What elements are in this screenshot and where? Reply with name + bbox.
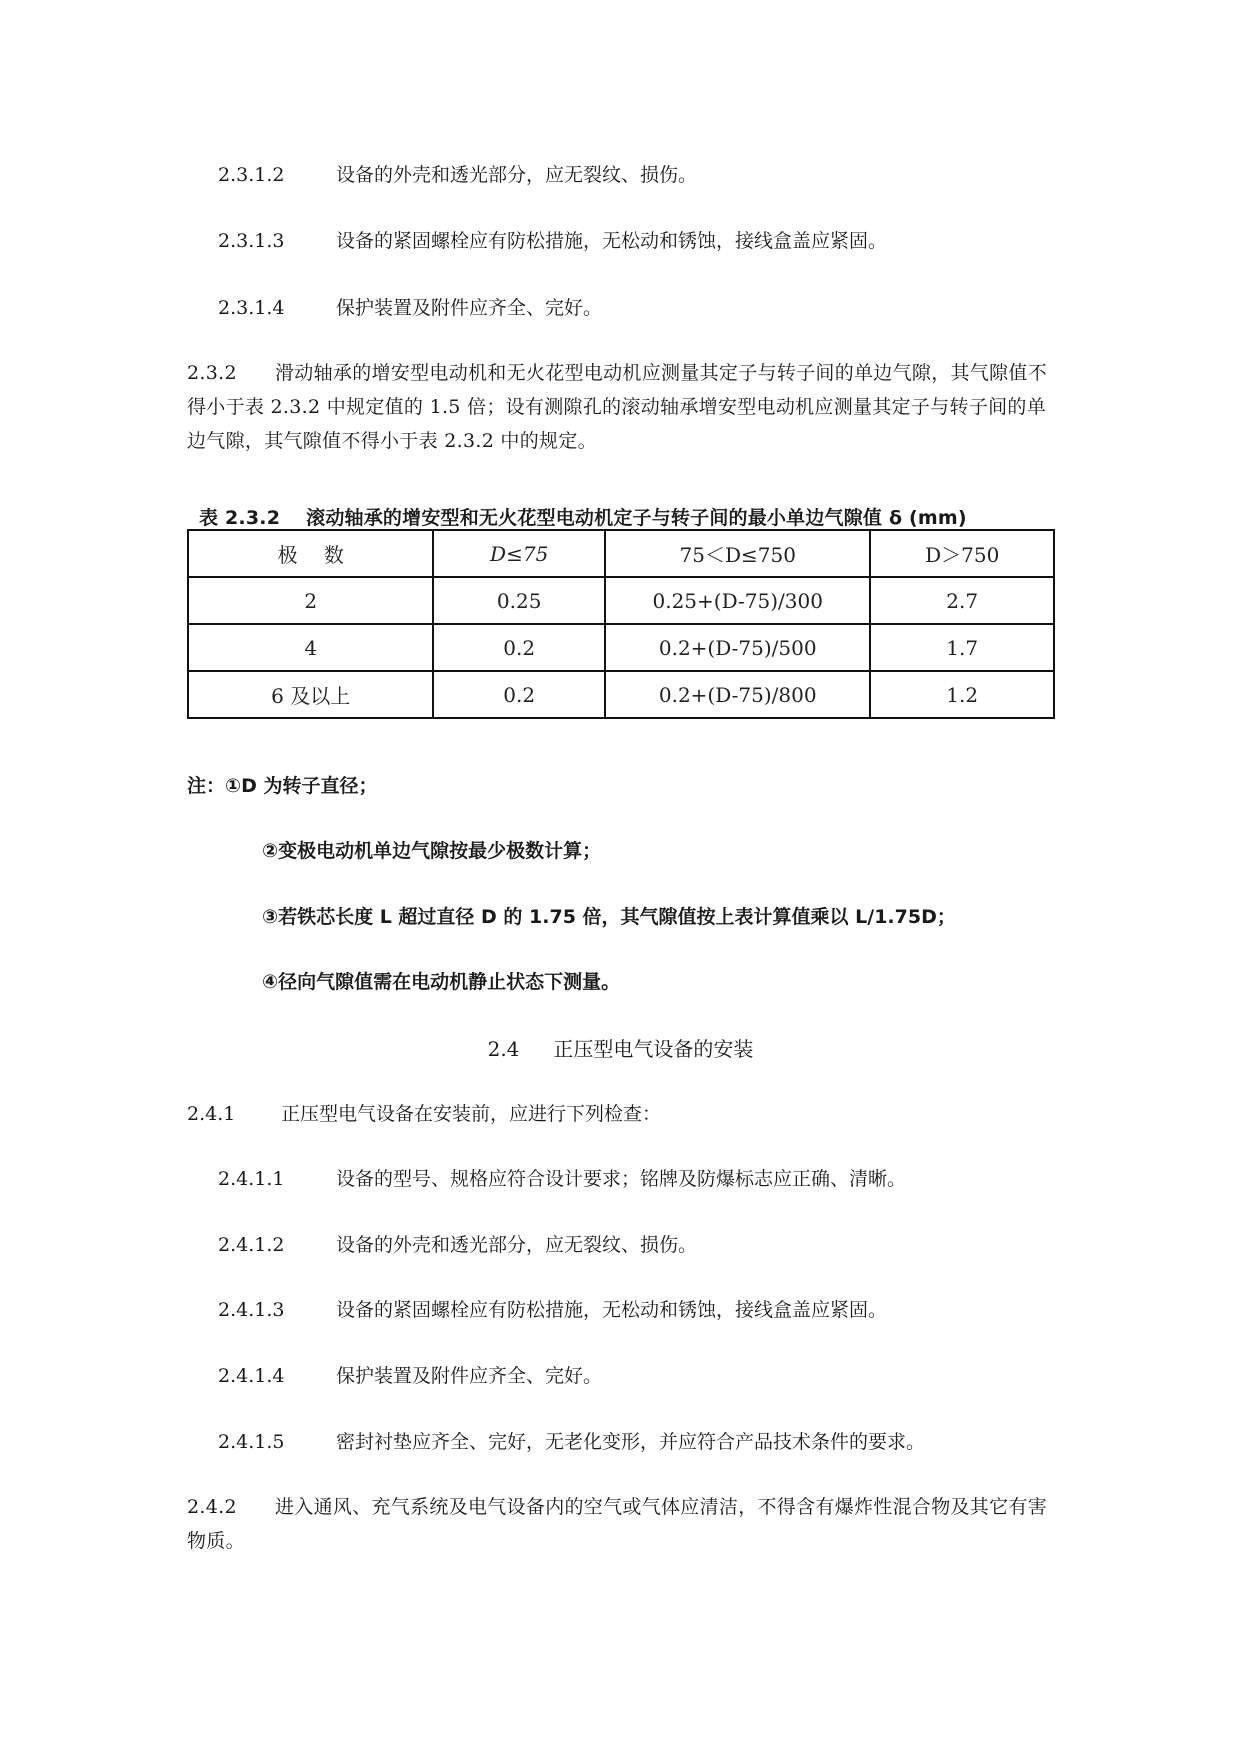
table-row [188, 671, 1054, 718]
header-cell-range-1: D≤75 [433, 530, 605, 577]
clause-item [218, 229, 887, 253]
clause-number: 2.4.2 [187, 1496, 237, 1518]
note-1 [187, 771, 378, 798]
clause-number: 2.4.1.1 [218, 1168, 285, 1190]
note-3: ③若铁芯长度 L 超过直径 D 的 1.75 倍，其气隙值按上表计算值乘以 L/1.75D； [262, 906, 956, 928]
clause-text: 设备的紧固螺栓应有防松措施，无松动和锈蚀，接线盒盖应紧固。 [336, 230, 888, 252]
clause-item [218, 1430, 925, 1454]
clause-text: 密封衬垫应齐全、完好，无老化变形，并应符合产品技术条件的要求。 [336, 1431, 926, 1453]
note-label: 注： [187, 775, 226, 797]
table-cell: 1.2 [870, 671, 1054, 718]
table-cell: 0.2 [433, 671, 605, 718]
table-cell: 0.2+(D-75)/800 [605, 671, 870, 718]
table-row [188, 624, 1054, 671]
note-2: ②变极电动机单边气隙按最少极数计算； [262, 840, 602, 862]
clause-text: 设备的紧固螺栓应有防松措施，无松动和锈蚀，接线盒盖应紧固。 [336, 1299, 888, 1321]
clause-item [218, 1364, 602, 1388]
section-number: 2.4 [487, 1037, 520, 1061]
clause-text: 保护装置及附件应齐全、完好。 [336, 297, 603, 319]
section-heading: 正压型电气设备的安装 [553, 1037, 754, 1061]
clause-item [218, 1233, 697, 1257]
clause-paragraph [187, 1102, 661, 1126]
header-cell-range-3: D＞750 [870, 530, 1054, 577]
clause-number: 2.4.1 [187, 1103, 236, 1125]
clause-text: 设备的外壳和透光部分，应无裂纹、损伤。 [336, 1234, 698, 1256]
table-cell: 2 [188, 577, 433, 624]
clause-text: 正压型电气设备在安装前，应进行下列检查： [281, 1103, 662, 1125]
clause-text: 保护装置及附件应齐全、完好。 [336, 1365, 603, 1387]
clause-paragraph [187, 356, 1057, 458]
clause-number: 2.4.1.5 [218, 1431, 285, 1453]
table-cell: 0.2+(D-75)/500 [605, 624, 870, 671]
clause-number: 2.3.2 [187, 362, 237, 384]
clause-item [218, 163, 697, 187]
table-row [188, 577, 1054, 624]
clause-text: 进入通风、充气系统及电气设备内的空气或气体应清洁，不得含有爆炸性混合物及其它有害物质。 [187, 1496, 1048, 1552]
clause-text: 滑动轴承的增安型电动机和无火花型电动机应测量其定子与转子间的单边气隙，其气隙值不得小于表 2.3.2 中规定值的 1.5 倍；设有测隙孔的滚动轴承增安型电动机应测量其定子与转子间的单边气隙，其气隙值不得小于表 2.3.2 中的规定。 [187, 362, 1048, 452]
table-cell: 2.7 [870, 577, 1054, 624]
clause-item [218, 1298, 887, 1322]
table-cell: 6 及以上 [188, 671, 433, 718]
table-caption: 表 2.3.2 滚动轴承的增安型和无火花型电动机定子与转子间的最小单边气隙值 δ (mm) [199, 507, 967, 529]
clause-text: 设备的型号、规格应符合设计要求；铭牌及防爆标志应正确、清晰。 [336, 1168, 907, 1190]
clause-number: 2.4.1.2 [218, 1234, 285, 1256]
air-gap-table [187, 529, 1055, 719]
clause-number: 2.4.1.4 [218, 1365, 285, 1387]
clause-number: 2.3.1.4 [218, 297, 285, 319]
table-cell: 0.25+(D-75)/300 [605, 577, 870, 624]
table-header-row [188, 530, 1054, 577]
note-text: ①D 为转子直径； [225, 775, 378, 797]
table-cell: 1.7 [870, 624, 1054, 671]
table-cell: 4 [188, 624, 433, 671]
clause-item [218, 1167, 906, 1191]
clause-number: 2.4.1.3 [218, 1299, 285, 1321]
clause-paragraph [187, 1490, 1057, 1558]
header-cell-range-2: 75＜D≤750 [605, 530, 870, 577]
note-4: ④径向气隙值需在电动机静止状态下测量。 [262, 971, 621, 993]
table-cell: 0.25 [433, 577, 605, 624]
clause-number: 2.3.1.3 [218, 230, 285, 252]
header-cell-poles: 极 数 [188, 530, 433, 577]
table-cell: 0.2 [433, 624, 605, 671]
clause-item [218, 296, 602, 320]
section-title [0, 1033, 1241, 1062]
clause-text: 设备的外壳和透光部分，应无裂纹、损伤。 [336, 164, 698, 186]
clause-number: 2.3.1.2 [218, 164, 285, 186]
